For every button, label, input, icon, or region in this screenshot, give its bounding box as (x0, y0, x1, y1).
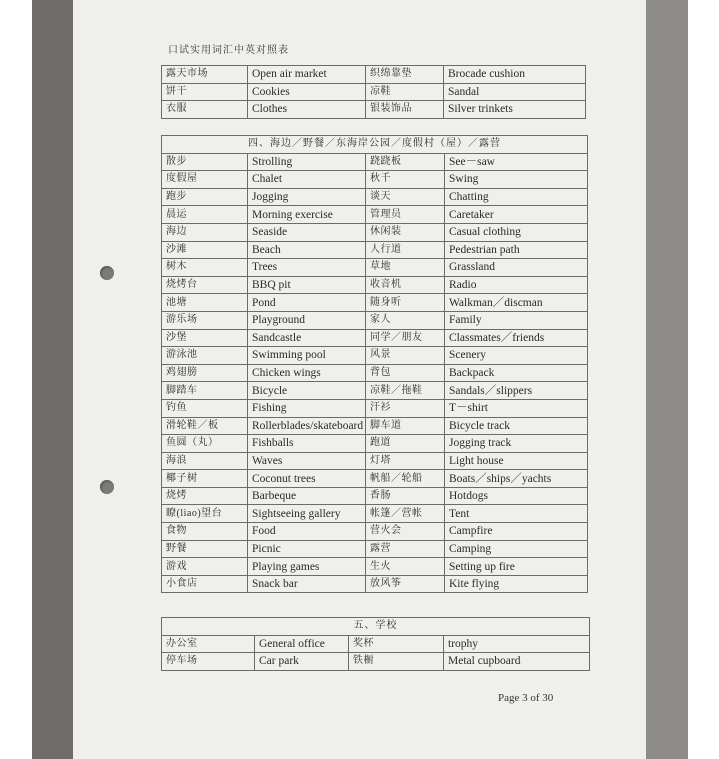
table-row (162, 311, 588, 329)
table-row (162, 329, 588, 347)
chinese-term: 游泳池 (162, 347, 248, 365)
vocab-table-school (161, 617, 590, 671)
chinese-term: 沙堡 (162, 329, 248, 347)
table-row (162, 417, 588, 435)
table-row (162, 653, 590, 671)
chinese-term: 树木 (162, 259, 248, 277)
chinese-term: 衣服 (162, 101, 248, 119)
chinese-term: 银装饰品 (366, 101, 444, 119)
english-term: Setting up fire (445, 558, 588, 576)
table-row (162, 523, 588, 541)
english-term: T－shirt (445, 399, 588, 417)
english-term: Chalet (248, 171, 366, 189)
table-row (162, 540, 588, 558)
chinese-term: 钓鱼 (162, 399, 248, 417)
chinese-term: 凉鞋 (366, 83, 444, 101)
chinese-term: 跑道 (366, 435, 445, 453)
english-term: Metal cupboard (444, 653, 590, 671)
chinese-term: 野餐 (162, 540, 248, 558)
page-number: Page 3 of 30 (498, 692, 554, 704)
chinese-term: 管理员 (366, 206, 445, 224)
english-term: Waves (248, 452, 366, 470)
english-term: Kite flying (445, 575, 588, 593)
english-term: Sandal (444, 83, 586, 101)
english-term: General office (255, 635, 349, 653)
chinese-term: 织绵靠垫 (366, 66, 444, 84)
english-term: Radio (445, 276, 588, 294)
english-term: Swing (445, 171, 588, 189)
chinese-term: 铁橱 (349, 653, 444, 671)
chinese-term: 凉鞋／拖鞋 (366, 382, 445, 400)
table-row (162, 364, 588, 382)
chinese-term: 小食店 (162, 575, 248, 593)
table-row (162, 487, 588, 505)
chinese-term: 滑轮鞋／板 (162, 417, 248, 435)
english-term: Jogging track (445, 435, 588, 453)
background-left (32, 0, 74, 759)
english-term: Rollerblades/skateboard (248, 417, 366, 435)
english-term: Classmates／friends (445, 329, 588, 347)
english-term: Open air market (248, 66, 366, 84)
table-row (162, 558, 588, 576)
table-row (162, 575, 588, 593)
chinese-term: 饼干 (162, 83, 248, 101)
english-term: Family (445, 311, 588, 329)
english-term: Fishing (248, 399, 366, 417)
chinese-term: 海浪 (162, 452, 248, 470)
chinese-term: 露营 (366, 540, 445, 558)
english-term: Bicycle (248, 382, 366, 400)
chinese-term: 家人 (366, 311, 445, 329)
chinese-term: 鱼圆（丸） (162, 435, 248, 453)
table-row (162, 399, 588, 417)
chinese-term: 香肠 (366, 487, 445, 505)
english-term: Backpack (445, 364, 588, 382)
chinese-term: 鸡翅膀 (162, 364, 248, 382)
chinese-term: 背包 (366, 364, 445, 382)
punch-hole (100, 266, 114, 280)
table-row (162, 241, 588, 259)
chinese-term: 脚踏车 (162, 382, 248, 400)
english-term: Camping (445, 540, 588, 558)
chinese-term: 谈天 (366, 188, 445, 206)
english-term: Trees (248, 259, 366, 277)
chinese-term: 脚车道 (366, 417, 445, 435)
chinese-term: 停车场 (162, 653, 255, 671)
table-row (162, 294, 588, 312)
chinese-term: 烧烤台 (162, 276, 248, 294)
chinese-term: 草地 (366, 259, 445, 277)
english-term: Scenery (445, 347, 588, 365)
punch-hole (100, 480, 114, 494)
chinese-term: 散步 (162, 153, 248, 171)
english-term: Playing games (248, 558, 366, 576)
chinese-term: 放风筝 (366, 575, 445, 593)
chinese-term: 休闲装 (366, 223, 445, 241)
english-term: See－saw (445, 153, 588, 171)
table-row (162, 223, 588, 241)
chinese-term: 灯塔 (366, 452, 445, 470)
table-row (162, 382, 588, 400)
english-term: Chicken wings (248, 364, 366, 382)
english-term: Light house (445, 452, 588, 470)
table-row (162, 153, 588, 171)
english-term: Snack bar (248, 575, 366, 593)
chinese-term: 风景 (366, 347, 445, 365)
english-term: Fishballs (248, 435, 366, 453)
english-term: Chatting (445, 188, 588, 206)
chinese-term: 椰子树 (162, 470, 248, 488)
table-row (162, 347, 588, 365)
table-row (162, 435, 588, 453)
english-term: Playground (248, 311, 366, 329)
english-term: Car park (255, 653, 349, 671)
chinese-term: 帐篷／营帐 (366, 505, 445, 523)
english-term: Grassland (445, 259, 588, 277)
table-row (162, 83, 586, 101)
english-term: Sandcastle (248, 329, 366, 347)
english-term: Cookies (248, 83, 366, 101)
english-term: Hotdogs (445, 487, 588, 505)
english-term: Walkman／discman (445, 294, 588, 312)
english-term: Jogging (248, 188, 366, 206)
vocab-table-seaside (161, 135, 588, 593)
english-term: Coconut trees (248, 470, 366, 488)
chinese-term: 跑步 (162, 188, 248, 206)
chinese-term: 生火 (366, 558, 445, 576)
english-term: trophy (444, 635, 590, 653)
english-term: Morning exercise (248, 206, 366, 224)
english-term: Sandals／slippers (445, 382, 588, 400)
chinese-term: 收音机 (366, 276, 445, 294)
english-term: Casual clothing (445, 223, 588, 241)
english-term: Pond (248, 294, 366, 312)
chinese-term: 营火会 (366, 523, 445, 541)
chinese-term: 奖杯 (349, 635, 444, 653)
chinese-term: 随身听 (366, 294, 445, 312)
english-term: Sightseeing gallery (248, 505, 366, 523)
english-term: Silver trinkets (444, 101, 586, 119)
english-term: Barbeque (248, 487, 366, 505)
chinese-term: 海边 (162, 223, 248, 241)
chinese-term: 池塘 (162, 294, 248, 312)
table-row (162, 276, 588, 294)
chinese-term: 秋千 (366, 171, 445, 189)
english-term: Boats／ships／yachts (445, 470, 588, 488)
chinese-term: 游戏 (162, 558, 248, 576)
table-row (162, 206, 588, 224)
english-term: Beach (248, 241, 366, 259)
chinese-term: 帆船／轮船 (366, 470, 445, 488)
table-row (162, 452, 588, 470)
table-row (162, 505, 588, 523)
english-term: Strolling (248, 153, 366, 171)
chinese-term: 度假屋 (162, 171, 248, 189)
section-heading: 四、海边／野餐／东海岸公园／度假村（屋）／露营 (162, 136, 588, 154)
english-term: Clothes (248, 101, 366, 119)
vocab-table-market (161, 65, 586, 119)
english-term: Picnic (248, 540, 366, 558)
background-right (645, 0, 688, 759)
document-title: 口试实用词汇中英对照表 (168, 45, 289, 56)
english-term: Swimming pool (248, 347, 366, 365)
english-term: Campfire (445, 523, 588, 541)
table-row (162, 66, 586, 84)
table-row (162, 101, 586, 119)
chinese-term: 跷跷板 (366, 153, 445, 171)
chinese-term: 同学／朋友 (366, 329, 445, 347)
chinese-term: 人行道 (366, 241, 445, 259)
english-term: Seaside (248, 223, 366, 241)
table-row (162, 259, 588, 277)
chinese-term: 露天市场 (162, 66, 248, 84)
english-term: Tent (445, 505, 588, 523)
english-term: Pedestrian path (445, 241, 588, 259)
chinese-term: 办公室 (162, 635, 255, 653)
english-term: Bicycle track (445, 417, 588, 435)
chinese-term: 食物 (162, 523, 248, 541)
english-term: Brocade cushion (444, 66, 586, 84)
english-term: BBQ pit (248, 276, 366, 294)
chinese-term: 晨运 (162, 206, 248, 224)
english-term: Food (248, 523, 366, 541)
table-row (162, 171, 588, 189)
section-heading: 五、学校 (162, 618, 590, 636)
table-row (162, 470, 588, 488)
chinese-term: 游乐场 (162, 311, 248, 329)
chinese-term: 瞭(liao)望台 (162, 505, 248, 523)
english-term: Caretaker (445, 206, 588, 224)
table-row (162, 188, 588, 206)
chinese-term: 沙滩 (162, 241, 248, 259)
table-row (162, 635, 590, 653)
chinese-term: 烧烤 (162, 487, 248, 505)
chinese-term: 汗衫 (366, 399, 445, 417)
